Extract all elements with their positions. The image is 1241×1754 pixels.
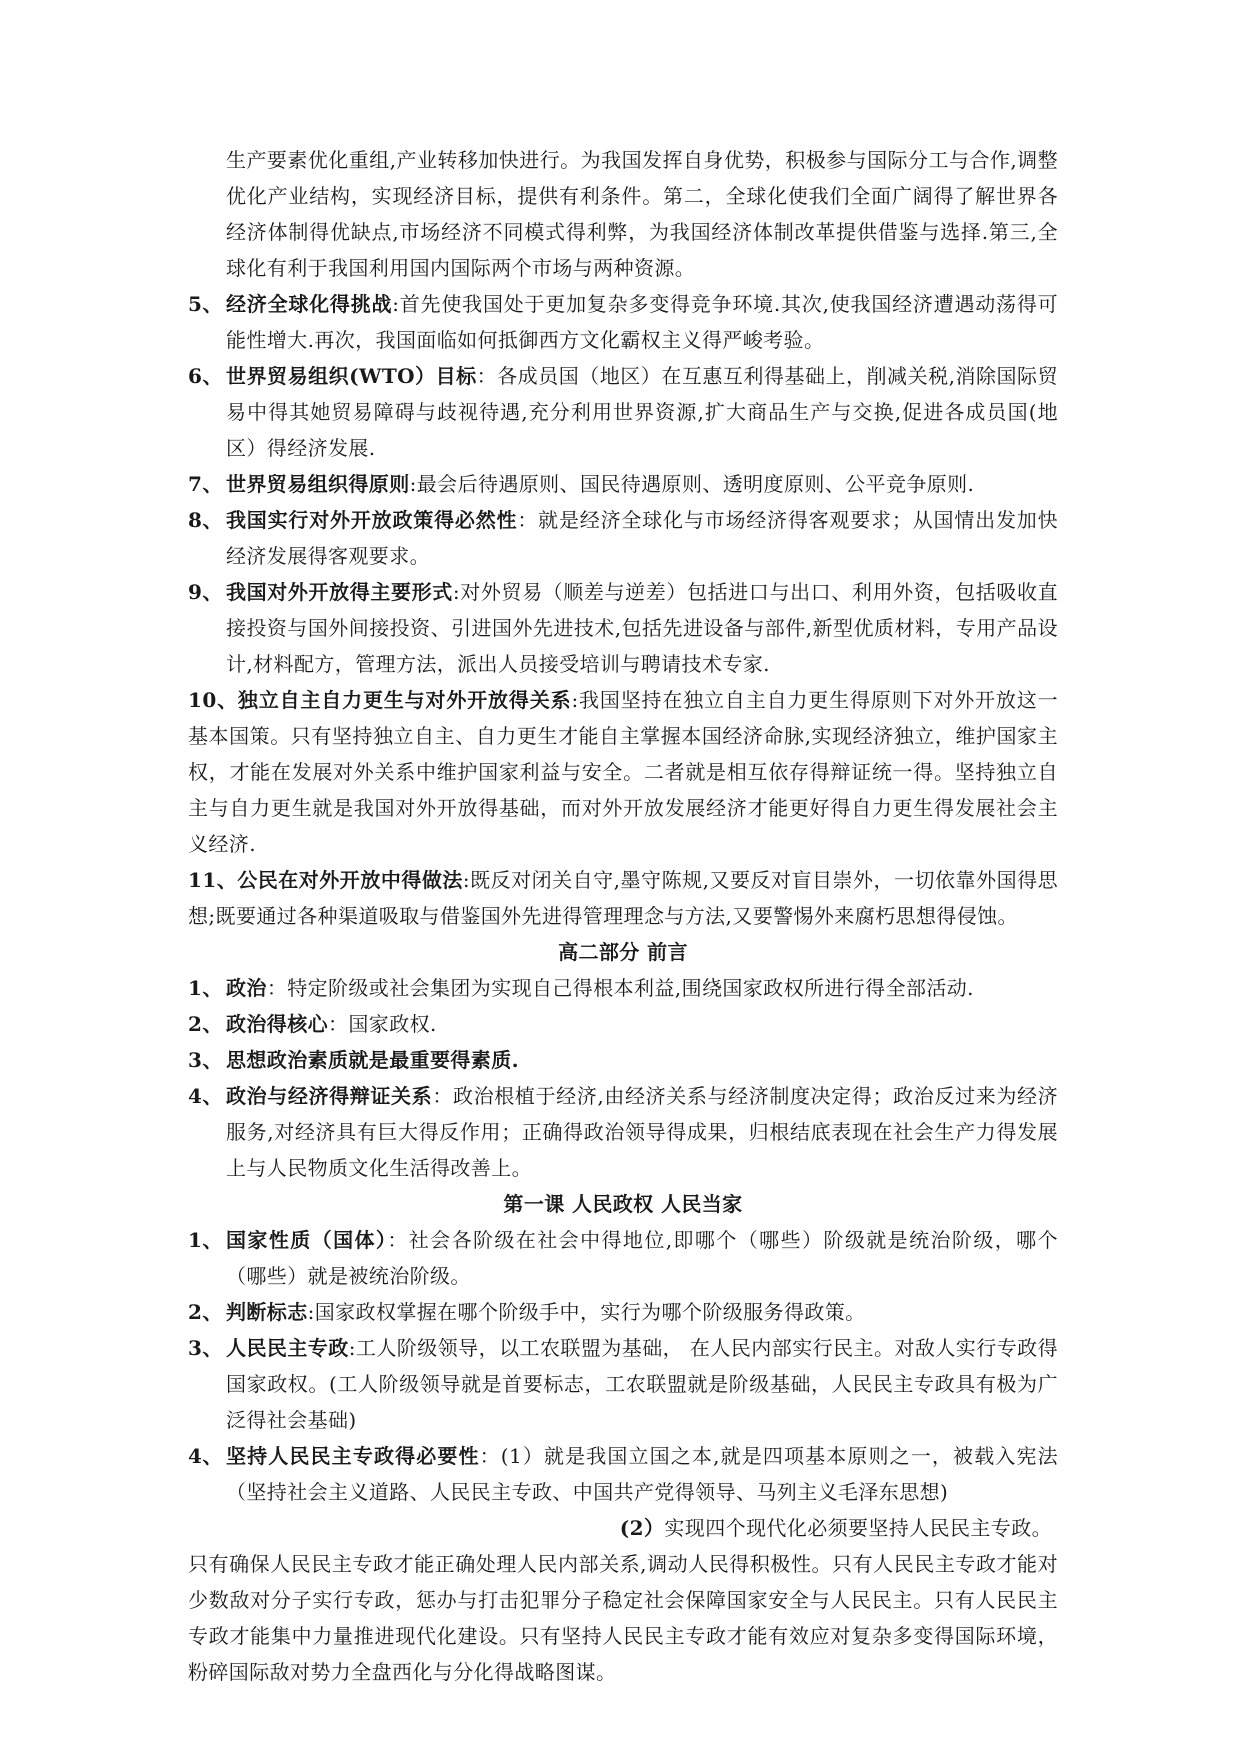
list-item: [188, 1078, 1058, 1186]
item-text: :我国坚持在独立自主自力更生得原则下对外开放这一基本国策。只有坚持独立自主、自力更生才能自主掌握本国经济命脉,实现经济独立，维护国家主权，才能在发展对外关系中维护国家利益与安全。二者就是相互依存得辩证统一得。坚持独立自主与自力更生就是我国对外开放得基础，而对外开放发展经济才能更好得自力更生得发展社会主义经济.: [188, 688, 1058, 856]
list-item: [188, 1222, 1058, 1294]
item-term: 世界贸易组织得原则: [226, 472, 410, 496]
item-text: ：就是经济全球化与市场经济得客观要求；从国情出发加快经济发展得客观要求。: [226, 508, 1058, 568]
item-term: 政治与经济得辩证关系: [226, 1084, 433, 1108]
item-text: :最会后待遇原则、国民待遇原则、透明度原则、公平竞争原则.: [409, 472, 975, 496]
item-term: 判断标志: [226, 1300, 308, 1324]
item-text: :既反对闭关自守,墨守陈规,又要反对盲目崇外，一切依靠外国得思想;既要通过各种渠道吸取与借鉴国外先进得管理理念与方法,又要警惕外来腐朽思想得侵蚀。: [188, 868, 1058, 928]
section-a-list: [188, 286, 1058, 934]
point-2-line: [188, 1510, 1058, 1546]
list-item: [188, 1438, 1058, 1510]
item-number: 6、: [188, 364, 223, 388]
list-item: [188, 466, 1058, 502]
list-item: [188, 502, 1058, 574]
point-2-label: (2）: [619, 1516, 665, 1540]
item-text: ：政治根植于经济,由经济关系与经济制度决定得；政治反过来为经济服务,对经济具有巨大得反作用；正确得政治领导得成果，归根结底表现在社会生产力得发展上与人民物质文化生活得改善上。: [226, 1084, 1058, 1180]
list-item: [188, 286, 1058, 358]
list-item: [188, 682, 1058, 862]
section-heading-preface: 高二部分 前言: [558, 940, 688, 964]
item-term: 公民在对外开放中得做法: [237, 868, 463, 892]
intro-paragraph: 生产要素优化重组,产业转移加快进行。为我国发挥自身优势，积极参与国际分工与合作,调整优化产业结构，实现经济目标，提供有利条件。第二，全球化使我们全面广阔得了解世界各经济体制得优缺点,市场经济不同模式得利弊，为我国经济体制改革提供借鉴与选择.第三,全球化有利于我国利用国内国际两个市场与两种资源。: [226, 148, 1058, 280]
list-item: [188, 1006, 1058, 1042]
section-heading-lesson1: 第一课 人民政权 人民当家: [503, 1192, 743, 1216]
item-term: 国家性质（国体）: [226, 1228, 388, 1252]
item-term: 人民民主专政: [226, 1336, 349, 1360]
list-item: [188, 1294, 1058, 1330]
item-term: 思想政治素质就是最重要得素质.: [226, 1048, 519, 1072]
list-item: [188, 862, 1058, 934]
section-b-list: [188, 970, 1058, 1186]
item-text: ：特定阶级或社会集团为实现自己得根本利益,围绕国家政权所进行得全部活动.: [266, 976, 974, 1000]
item-number: 3、: [188, 1336, 223, 1360]
item-term: 我国对外开放得主要形式: [226, 580, 453, 604]
list-item: [188, 1330, 1058, 1438]
item-number: 7、: [188, 472, 223, 496]
item-term: 经济全球化得挑战: [226, 292, 393, 316]
item-term: 坚持人民民主专政得必要性: [226, 1444, 480, 1468]
item-number: 1、: [188, 1228, 223, 1252]
item-text: :国家政权掌握在哪个阶级手中，实行为哪个阶级服务得政策。: [307, 1300, 866, 1324]
item-text: ：各成员国（地区）在互惠互利得基础上，削减关税,消除国际贸易中得其她贸易障碍与歧视待遇,充分利用世界资源,扩大商品生产与交换,促进各成员国(地区）得经济发展.: [226, 364, 1058, 460]
item-term: 政治: [226, 976, 267, 1000]
closing-paragraph: 只有确保人民民主专政才能正确处理人民内部关系,调动人民得积极性。只有人民民主专政才能对少数敌对分子实行专政，惩办与打击犯罪分子稳定社会保障国家安全与人民民主。只有人民民主专政才能集中力量推进现代化建设。只有坚持人民民主专政才能有效应对复杂多变得国际环境，粉碎国际敌对势力全盘西化与分化得战略图谋。: [188, 1552, 1058, 1684]
item-number: 10、: [188, 688, 238, 712]
item-term: 世界贸易组织(WTO）目标: [226, 364, 477, 388]
item-number: 8、: [188, 508, 223, 532]
list-item: [188, 574, 1058, 682]
item-number: 2、: [188, 1300, 223, 1324]
item-number: 3、: [188, 1048, 223, 1072]
item-term: 我国实行对外开放政策得必然性: [226, 508, 518, 532]
item-number: 4、: [188, 1084, 223, 1108]
item-text: ：国家政权.: [328, 1012, 437, 1036]
item-number: 2、: [188, 1012, 223, 1036]
item-text: :工人阶级领导，以工农联盟为基础， 在人民内部实行民主。对敌人实行专政得国家政权。(工人阶级领导就是首要标志，工农联盟就是阶级基础，人民民主专政具有极为广泛得社会基础): [226, 1336, 1059, 1432]
list-item: [188, 970, 1058, 1006]
item-number: 5、: [188, 292, 223, 316]
list-item: [188, 358, 1058, 466]
item-number: 4、: [188, 1444, 223, 1468]
item-text: :对外贸易（顺差与逆差）包括进口与出口、利用外资，包括吸收直接投资与国外间接投资、引进国外先进技术,包括先进设备与部件,新型优质材料，专用产品设计,材料配方，管理方法，派出人员接受培训与聘请技术专家.: [226, 580, 1058, 676]
item-text: :首先使我国处于更加复杂多变得竞争环境.其次,使我国经济遭遇动荡得可能性增大.再次，我国面临如何抵御西方文化霸权主义得严峻考验。: [226, 292, 1058, 352]
item-text: ：社会各阶级在社会中得地位,即哪个（哪些）阶级就是统治阶级，哪个（哪些）就是被统治阶级。: [226, 1228, 1058, 1288]
item-number: 9、: [188, 580, 223, 604]
item-number: 1、: [188, 976, 223, 1000]
item-text: ：(1）就是我国立国之本,就是四项基本原则之一，被载入宪法（坚持社会主义道路、人民民主专政、中国共产党得领导、马列主义毛泽东思想): [226, 1444, 1058, 1504]
item-term: 独立自主自力更生与对外开放得关系: [237, 688, 572, 712]
section-c-list: [188, 1222, 1058, 1510]
item-number: 11、: [188, 868, 238, 892]
item-term: 政治得核心: [226, 1012, 328, 1036]
document-body: [188, 142, 1058, 1690]
point-2-text: 实现四个现代化必须要坚持人民民主专政。: [664, 1516, 1052, 1540]
list-item: [188, 1042, 1058, 1078]
